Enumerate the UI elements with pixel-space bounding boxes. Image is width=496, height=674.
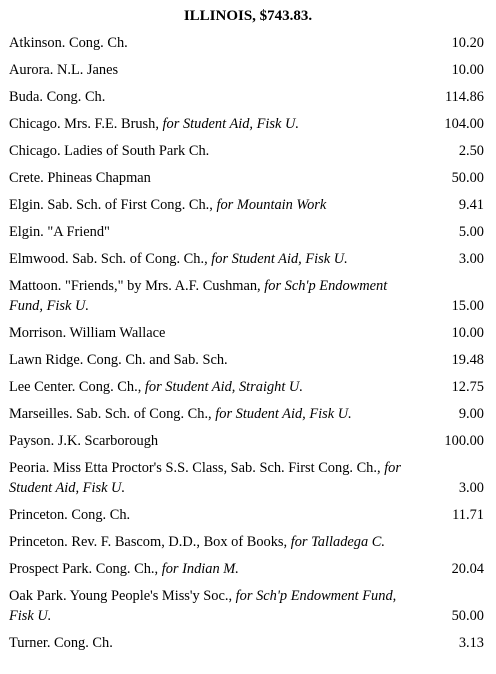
donation-table (0, 29, 496, 656)
state-heading: ILLINOIS, $743.83. (183, 8, 313, 24)
donation-amount: 10.00 (451, 62, 484, 78)
donor-text: Princeton. Rev. F. Bascom, D.D., Box of Books, (9, 534, 291, 550)
donation-amount: 15.00 (451, 298, 484, 314)
donation-amount: 5.00 (458, 224, 484, 240)
donor-description (0, 272, 413, 319)
donor-description (0, 164, 413, 191)
donation-row (0, 56, 496, 83)
donor-description (0, 373, 413, 400)
donor-description (0, 319, 413, 346)
donor-description (0, 83, 413, 110)
donor-description (0, 191, 413, 218)
donor-description (0, 245, 413, 272)
donation-amount: 9.41 (458, 197, 484, 213)
donation-amount: 11.71 (452, 507, 484, 523)
donation-amount: 104.00 (444, 116, 484, 132)
donor-text: Oak Park. Young People's Miss'y Soc., (9, 588, 236, 604)
donor-text: Atkinson. Cong. Ch. (9, 35, 128, 51)
donation-row (0, 454, 496, 501)
donor-text: Payson. J.K. Scarborough (9, 433, 159, 449)
donation-amount: 2.50 (458, 143, 484, 159)
donation-row (0, 110, 496, 137)
donation-row (0, 218, 496, 245)
donation-row (0, 528, 496, 555)
donation-row (0, 164, 496, 191)
donation-amount: 10.20 (451, 35, 484, 51)
donation-row (0, 191, 496, 218)
donor-text: Peoria. Miss Etta Proctor's S.S. Class, Sab. Sch. First Cong. Ch., (9, 460, 385, 476)
donation-row (0, 555, 496, 582)
donation-row (0, 319, 496, 346)
donor-text: Mattoon. "Friends," by Mrs. A.F. Cushman, (9, 278, 265, 294)
donor-description (0, 629, 413, 656)
donor-text: Elgin. Sab. Sch. of First Cong. Ch., (9, 197, 217, 213)
donor-description (0, 582, 413, 629)
donor-description (0, 501, 413, 528)
donor-text: Elgin. "A Friend" (9, 224, 110, 240)
donation-row (0, 629, 496, 656)
donation-row (0, 582, 496, 629)
donation-purpose: for Student Aid, Fisk U. (9, 460, 401, 496)
donation-amount: 9.00 (458, 406, 484, 422)
donation-purpose: for Mountain Work (216, 197, 327, 213)
donation-amount: 12.75 (451, 379, 484, 395)
donor-description (0, 218, 413, 245)
donation-row (0, 137, 496, 164)
donor-text: Aurora. N.L. Janes (9, 62, 119, 78)
donor-text: Elmwood. Sab. Sch. of Cong. Ch., (9, 251, 212, 267)
donor-text: Princeton. Cong. Ch. (9, 507, 131, 523)
donation-purpose: for Student Aid, Fisk U. (162, 116, 299, 132)
donor-description (0, 427, 413, 454)
donation-amount: 3.13 (458, 635, 484, 651)
donor-description (0, 56, 413, 83)
donor-description (0, 110, 413, 137)
donation-purpose: for Sch'p Endowment Fund, Fisk U. (9, 278, 388, 314)
donation-row (0, 501, 496, 528)
donor-description (0, 400, 413, 427)
donation-amount: 100.00 (444, 433, 484, 449)
donation-purpose: for Talladega C. (290, 534, 385, 550)
donor-description (0, 346, 413, 373)
donation-amount: 20.04 (451, 561, 484, 577)
donor-text: Lee Center. Cong. Ch., (9, 379, 145, 395)
donation-row (0, 400, 496, 427)
donation-row (0, 245, 496, 272)
donation-rows (0, 29, 496, 656)
donation-amount (413, 528, 496, 555)
donor-text: Prospect Park. Cong. Ch., (9, 561, 162, 577)
donor-description (0, 137, 413, 164)
donation-amount: 10.00 (451, 325, 484, 341)
donation-row (0, 272, 496, 319)
donation-row (0, 346, 496, 373)
donor-description (0, 555, 413, 582)
donation-amount: 114.86 (444, 89, 484, 105)
donation-purpose: for Student Aid, Fisk U. (211, 251, 348, 267)
donation-purpose: for Sch'p Endowment Fund, Fisk U. (9, 588, 397, 624)
donor-text: Morrison. William Wallace (9, 325, 166, 341)
donor-text: Crete. Phineas Chapman (9, 170, 151, 186)
donor-text: Marseilles. Sab. Sch. of Cong. Ch., (9, 406, 216, 422)
donation-amount: 50.00 (451, 170, 484, 186)
donation-row (0, 83, 496, 110)
donor-text: Chicago. Mrs. F.E. Brush, (9, 116, 163, 132)
donation-purpose: for Indian M. (161, 561, 239, 577)
donation-row (0, 427, 496, 454)
donor-description (0, 528, 413, 555)
donation-purpose: for Student Aid, Fisk U. (215, 406, 352, 422)
donation-amount: 3.00 (458, 251, 484, 267)
donation-row (0, 373, 496, 400)
donation-amount: 50.00 (451, 608, 484, 624)
donation-amount: 3.00 (458, 480, 484, 496)
donor-description (0, 29, 413, 56)
donor-text: Buda. Cong. Ch. (9, 89, 106, 105)
donation-row (0, 29, 496, 56)
donation-purpose: for Student Aid, Straight U. (144, 379, 303, 395)
donor-description (0, 454, 413, 501)
donor-text: Lawn Ridge. Cong. Ch. and Sab. Sch. (9, 352, 228, 368)
donor-text: Chicago. Ladies of South Park Ch. (9, 143, 210, 159)
donation-amount: 19.48 (451, 352, 484, 368)
donor-text: Turner. Cong. Ch. (9, 635, 113, 651)
